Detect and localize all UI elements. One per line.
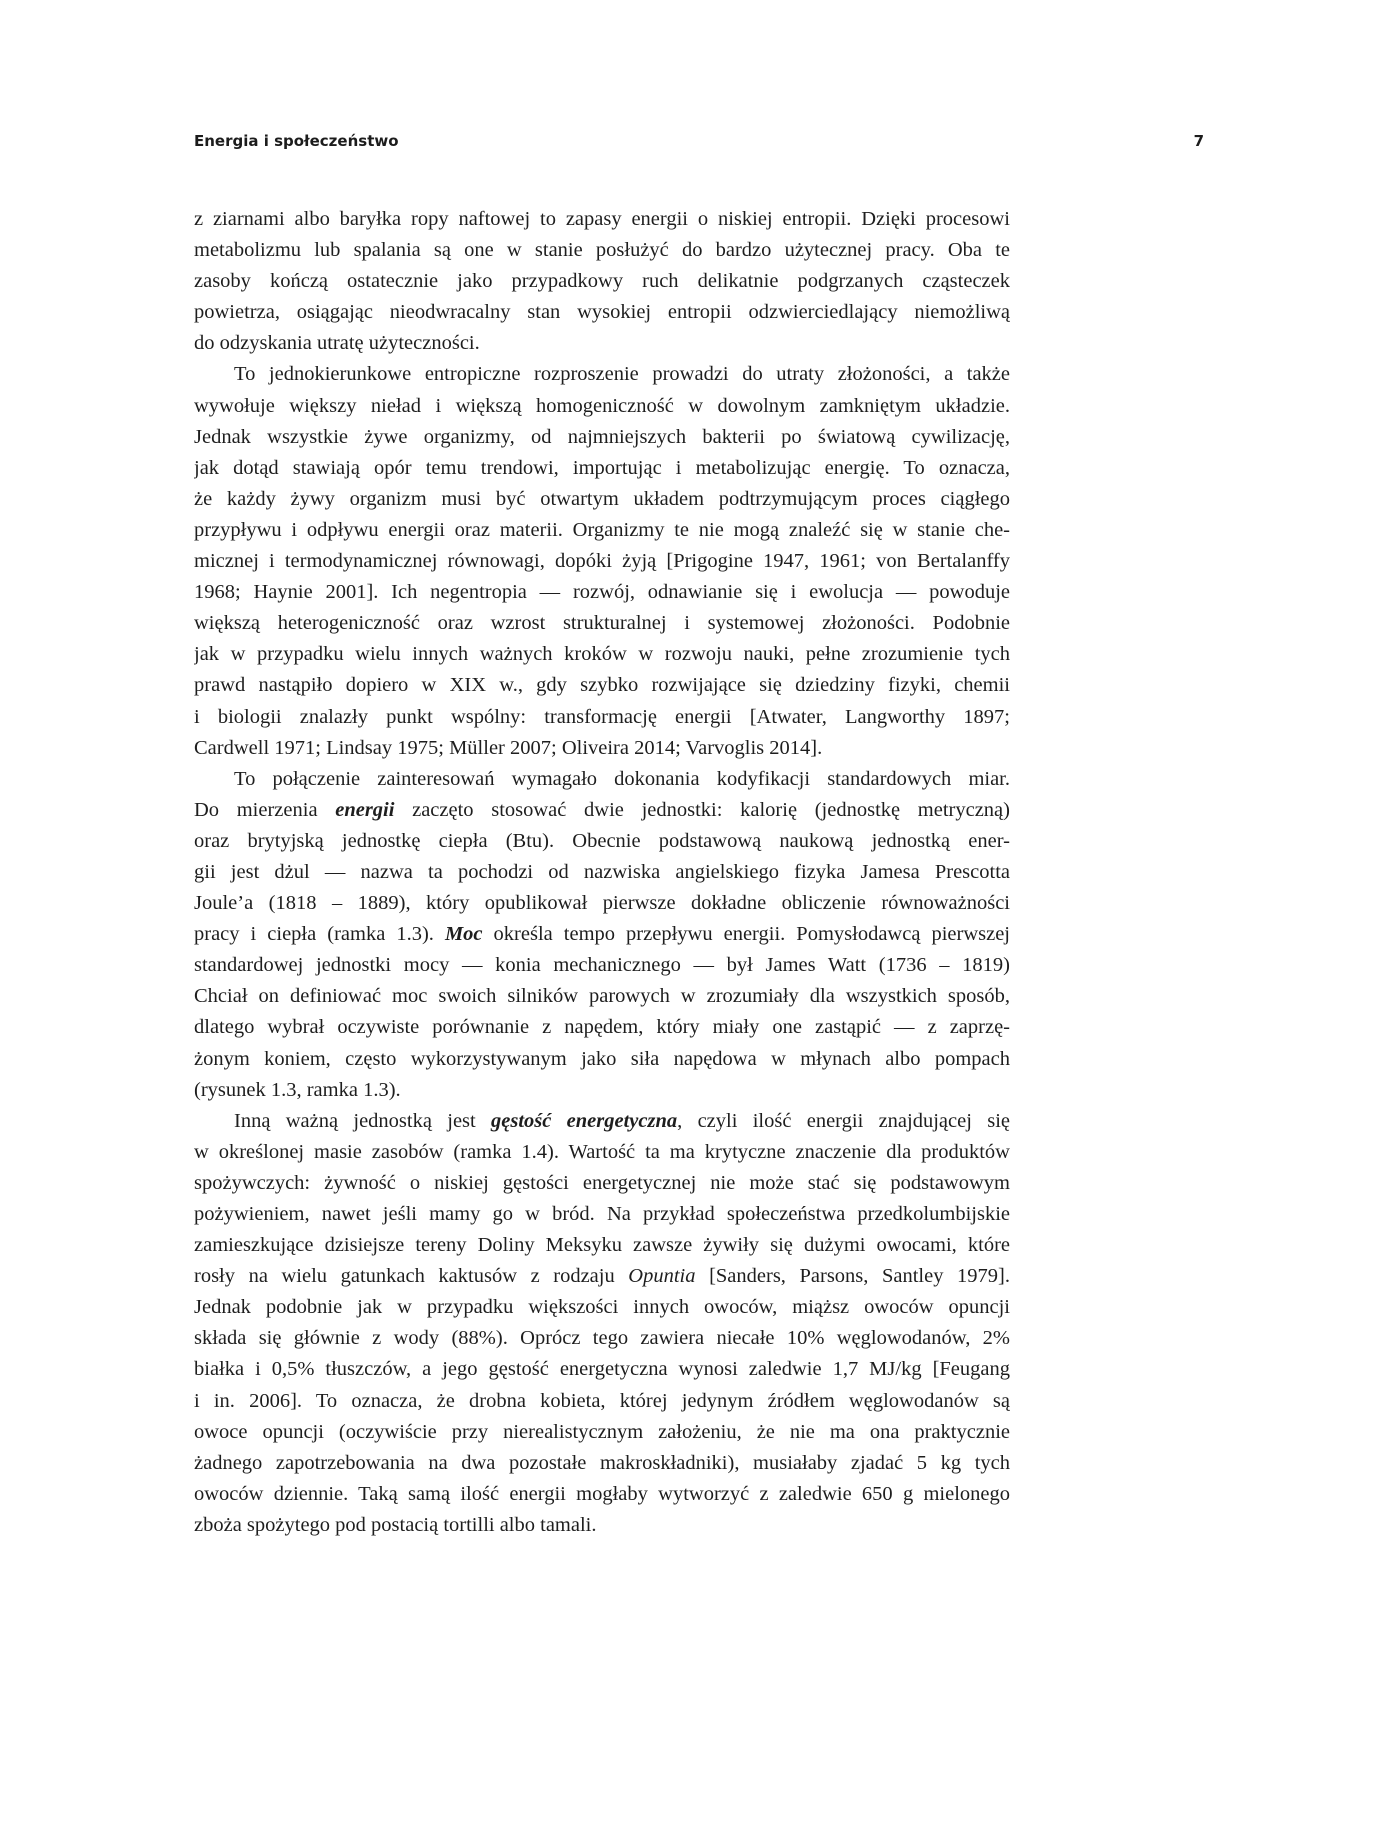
text-line: wywołuje większy nieład i większą homogeniczność w dowolnym zamkniętym układzie.: [194, 394, 1010, 417]
text-line: i biologii znalazły punkt wspólny: transformację energii [Atwater, Langworthy 1897;: [194, 705, 1010, 728]
text-line: w określonej masie zasobów (ramka 1.4). Wartość ta ma krytyczne znaczenie dla produktów: [194, 1140, 1010, 1163]
text-line: składa się głównie z wody (88%). Oprócz tego zawiera niecałe 10% węglowodanów, 2%: [194, 1327, 1010, 1350]
text-line: z ziarnami albo baryłka ropy naftowej to zapasy energii o niskiej entropii. Dzięki procesowi: [194, 208, 1010, 230]
text-line: zboża spożytego pod postacią tortilli albo tamali.: [194, 1513, 597, 1536]
paragraph-2: [194, 359, 1010, 763]
text-line: Inną ważną jednostką jest gęstość energetyczna, czyli ilość energii znajdującej się: [234, 1109, 1010, 1132]
text-line: prawd nastąpiło dopiero w XIX w., gdy szybko rozwijające się dziedziny fizyki, chemii: [194, 674, 1010, 697]
paragraph-1: [194, 204, 1010, 359]
text-line: Chciał on definiować moc swoich silników parowych w zrozumiały dla wszystkich sposób,: [194, 985, 1010, 1008]
text-line: Joule’a (1818 – 1889), który opublikował pierwsze dokładne obliczenie równoważności: [194, 892, 1010, 915]
text-line: przypływu i odpływu energii oraz materii. Organizmy te nie mogą znaleźć się w stanie che-: [194, 518, 1010, 541]
text-line: (rysunek 1.3, ramka 1.3).: [194, 1078, 401, 1101]
emphasized-term: energii: [335, 798, 395, 821]
text-line: i in. 2006]. To oznacza, że drobna kobieta, której jedynym źródłem węglowodanów są: [194, 1389, 1010, 1412]
text-line: większą heterogeniczność oraz wzrost strukturalnej i systemowej złożoności. Podobnie: [194, 612, 1010, 635]
body-text: [194, 204, 1010, 1541]
text-line: Jednak podobnie jak w przypadku większości innych owoców, miąższ owoców opuncji: [194, 1296, 1010, 1319]
text-line: 1968; Haynie 2001]. Ich negentropia — rozwój, odnawianie się i ewolucja — powoduje: [194, 581, 1010, 604]
text-line: dlatego wybrał oczywiste porównanie z napędem, który miały one zastąpić — z zaprzę-: [194, 1016, 1010, 1039]
text-line: do odzyskania utratę użyteczności.: [194, 332, 480, 355]
text-line: owoców dziennie. Taką samą ilość energii mogłaby wytworzyć z zaledwie 650 g mielonego: [194, 1482, 1010, 1505]
text-line: białka i 0,5% tłuszczów, a jego gęstość energetyczna wynosi zaledwie 1,7 MJ/kg [Feugang: [194, 1358, 1010, 1381]
text-line: spożywczych: żywność o niskiej gęstości energetycznej nie może stać się podstawowym: [194, 1171, 1010, 1194]
text-line: micznej i termodynamicznej równowagi, dopóki żyją [Prigogine 1947, 1961; von Bertalanffy: [194, 550, 1010, 573]
emphasized-term: Moc: [444, 923, 483, 946]
text-line: że każdy żywy organizm musi być otwartym układem podtrzymującym proces ciągłego: [194, 487, 1010, 510]
text-line: owoce opuncji (oczywiście przy nierealistycznym założeniu, że nie ma ona praktycznie: [194, 1420, 1010, 1443]
page-number: 7: [1193, 132, 1204, 150]
text-line: oraz brytyjską jednostkę ciepła (Btu). Obecnie podstawową naukową jednostką ener-: [194, 829, 1010, 852]
italic-term: Opuntia: [628, 1265, 696, 1288]
text-line: standardowej jednostki mocy — konia mechanicznego — był James Watt (1736 – 1819): [194, 954, 1010, 977]
text-line: żadnego zapotrzebowania na dwa pozostałe makroskładniki), musiałaby zjadać 5 kg tych: [194, 1451, 1010, 1474]
text-line: powietrza, osiągając nieodwracalny stan wysokiej entropii odzwierciedlający niemożliwą: [194, 301, 1010, 324]
text-line: zamieszkujące dzisiejsze tereny Doliny Meksyku zawsze żywiły się dużymi owocami, które: [194, 1234, 1010, 1257]
text-line: Do mierzenia energii zaczęto stosować dwie jednostki: kalorię (jednostkę metryczną): [194, 798, 1010, 821]
text-line: jak w przypadku wielu innych ważnych kroków w rozwoju nauki, pełne zrozumienie tych: [194, 643, 1010, 666]
text-line: Cardwell 1971; Lindsay 1975; Müller 2007; Oliveira 2014; Varvoglis 2014].: [194, 736, 823, 759]
paragraph-4: [194, 1106, 1010, 1541]
text-line: pracy i ciepła (ramka 1.3). Moc określa tempo przepływu energii. Pomysłodawcą pierwszej: [194, 923, 1010, 946]
text-line: To połączenie zainteresowań wymagało dokonania kodyfikacji standardowych miar.: [234, 767, 1010, 790]
text-line: rosły na wielu gatunkach kaktusów z rodzaju Opuntia [Sanders, Parsons, Santley 1979].: [194, 1265, 1010, 1288]
emphasized-term: gęstość energetyczna: [491, 1109, 678, 1132]
text-line: Jednak wszystkie żywe organizmy, od najmniejszych bakterii po światową cywilizację,: [194, 425, 1010, 448]
running-head: [194, 132, 1204, 156]
text-line: żonym koniem, często wykorzystywanym jako siła napędowa w młynach albo pompach: [194, 1047, 1010, 1070]
text-line: pożywieniem, nawet jeśli mamy go w bród. Na przykład społeczeństwa przedkolumbijskie: [194, 1203, 1010, 1225]
text-line: metabolizmu lub spalania są one w stanie posłużyć do bardzo użytecznej pracy. Oba te: [194, 239, 1010, 262]
text-line: jak dotąd stawiają opór temu trendowi, importując i metabolizując energię. To oznacza,: [194, 456, 1010, 479]
paragraph-3: [194, 764, 1010, 1106]
running-title: Energia i społeczeństwo: [194, 132, 399, 150]
text-line: gii jest dżul — nazwa ta pochodzi od nazwiska angielskiego fizyka Jamesa Prescotta: [194, 860, 1010, 883]
text-line: zasoby kończą ostatecznie jako przypadkowy ruch delikatnie podgrzanych cząsteczek: [194, 270, 1010, 293]
text-line: To jednokierunkowe entropiczne rozproszenie prowadzi do utraty złożoności, a także: [234, 363, 1010, 386]
